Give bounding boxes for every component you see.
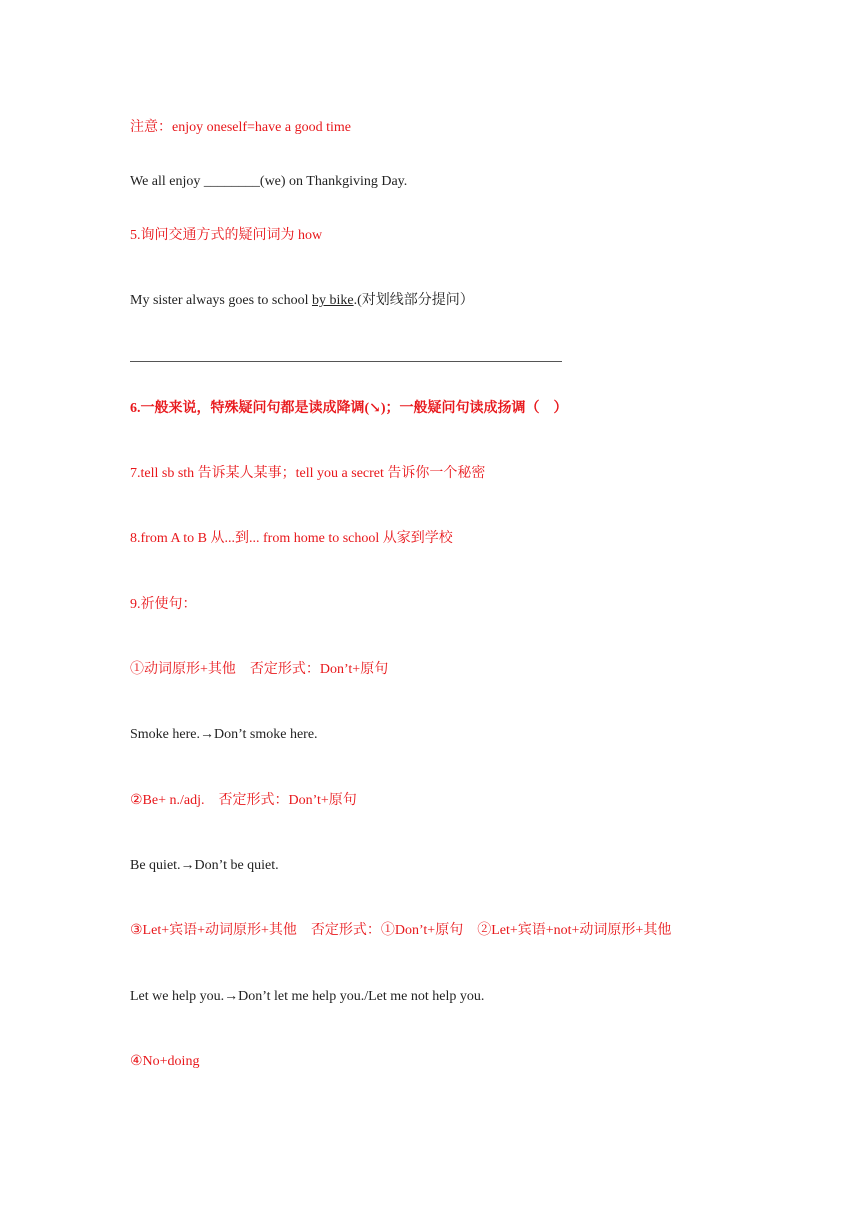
- example-2: Be quiet.→Don’t be quiet.: [130, 858, 279, 873]
- answer-blank-line: [130, 361, 562, 362]
- exercise-by-bike-before: My sister always goes to school: [130, 293, 312, 308]
- rule-2: ②Be+ n./adj. 否定形式：Don’t+原句: [130, 793, 357, 808]
- point-6: 6.一般来说，特殊疑问句都是读成降调(↘)；一般疑问句读成扬调（ ）: [130, 401, 568, 416]
- point-7: 7.tell sb sth 告诉某人某事；tell you a secret 告诉你一个秘密: [130, 466, 486, 481]
- rule-3: ③Let+宾语+动词原形+其他 否定形式：①Don’t+原句 ②Let+宾语+not+动词原形+其他: [130, 923, 672, 938]
- rule-4: ④No+doing: [130, 1054, 200, 1069]
- point-9: 9.祈使句：: [130, 597, 197, 612]
- exercise-enjoy: We all enjoy ________(we) on Thankgiving Day.: [130, 174, 408, 189]
- note-line: 注意：enjoy oneself=have a good time: [130, 120, 351, 135]
- example-1: Smoke here.→Don’t smoke here.: [130, 727, 318, 742]
- rule-1: ①动词原形+其他 否定形式：Don’t+原句: [130, 662, 389, 677]
- point-5: 5.询问交通方式的疑问词为 how: [130, 228, 323, 243]
- point-8: 8.from A to B 从...到... from home to school 从家到学校: [130, 531, 453, 546]
- exercise-by-bike: [130, 291, 474, 311]
- exercise-by-bike-underlined: by bike: [311, 293, 354, 308]
- example-3: Let we help you.→Don’t let me help you./Let me not help you.: [130, 989, 485, 1004]
- exercise-by-bike-after: .(对划线部分提问）: [353, 293, 474, 308]
